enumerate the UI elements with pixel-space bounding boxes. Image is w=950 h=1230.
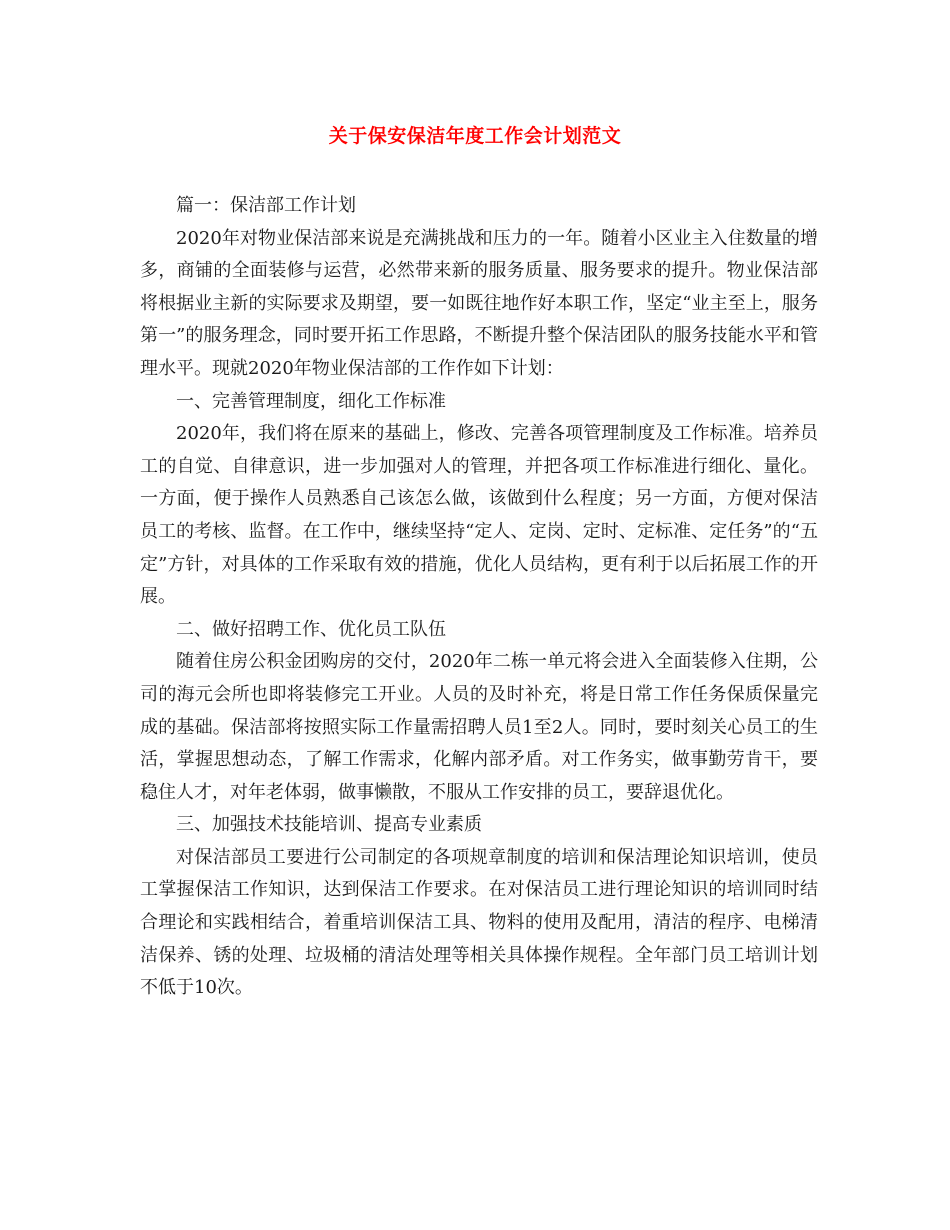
- training-paragraph: 对保洁部员工要进行公司制定的各项规章制度的培训和保洁理论知识培训，使员工掌握保洁工作知识，达到保洁工作要求。在对保洁员工进行理论知识的培训同时结合理论和实践相结合，着重培训保洁工具、物料的使用及配用，清洁的程序、电梯清洁保养、锈的处理、垃圾桶的清洁处理等相关具体操作规程。全年部门员工培训计划不低于10次。: [140, 846, 818, 999]
- document-body: [140, 190, 818, 1005]
- document-title: 关于保安保洁年度工作会计划范文: [328, 125, 622, 147]
- section-heading-recruitment: 二、做好招聘工作、优化员工队伍: [176, 618, 446, 640]
- section-heading-part-one: 篇一：保洁部工作计划: [176, 195, 356, 216]
- intro-paragraph: 2020年对物业保洁部来说是充满挑战和压力的一年。随着小区业主入住数量的增多，商铺的全面装修与运营，必然带来新的服务质量、服务要求的提升。物业保洁部将根据业主新的实际要求及期望，要一如既往地作好本职工作，坚定“业主至上，服务第一”的服务理念，同时要开拓工作思路，不断提升整个保洁团队的服务技能水平和管理水平。现就2020年物业保洁部的工作作如下计划：: [140, 227, 818, 379]
- section-heading-management: 一、完善管理制度，细化工作标准: [176, 390, 446, 412]
- recruitment-paragraph: 随着住房公积金团购房的交付，2020年二栋一单元将会进入全面装修入住期，公司的海元会所也即将装修完工开业。人员的及时补充，将是日常工作任务保质保量完成的基础。保洁部将按照实际工作量需招聘人员1至2人。同时，要时刻关心员工的生活，掌握思想动态，了解工作需求，化解内部矛盾。对工作务实，做事勤劳肯干，要稳住人才，对年老体弱，做事懒散，不服从工作安排的员工，要辞退优化。: [140, 651, 818, 803]
- section-heading-training: 三、加强技术技能培训、提高专业素质: [176, 814, 482, 836]
- management-paragraph: 2020年，我们将在原来的基础上，修改、完善各项管理制度及工作标准。培养员工的自觉、自律意识，进一步加强对人的管理，并把各项工作标准进行细化、量化。一方面，便于操作人员熟悉自己该怎么做，该做到什么程度；另一方面，方便对保洁员工的考核、监督。在工作中，继续坚持“定人、定岗、定时、定标准、定任务”的“五定”方针，对具体的工作采取有效的措施，优化人员结构，更有利于以后拓展工作的开展。: [140, 423, 818, 608]
